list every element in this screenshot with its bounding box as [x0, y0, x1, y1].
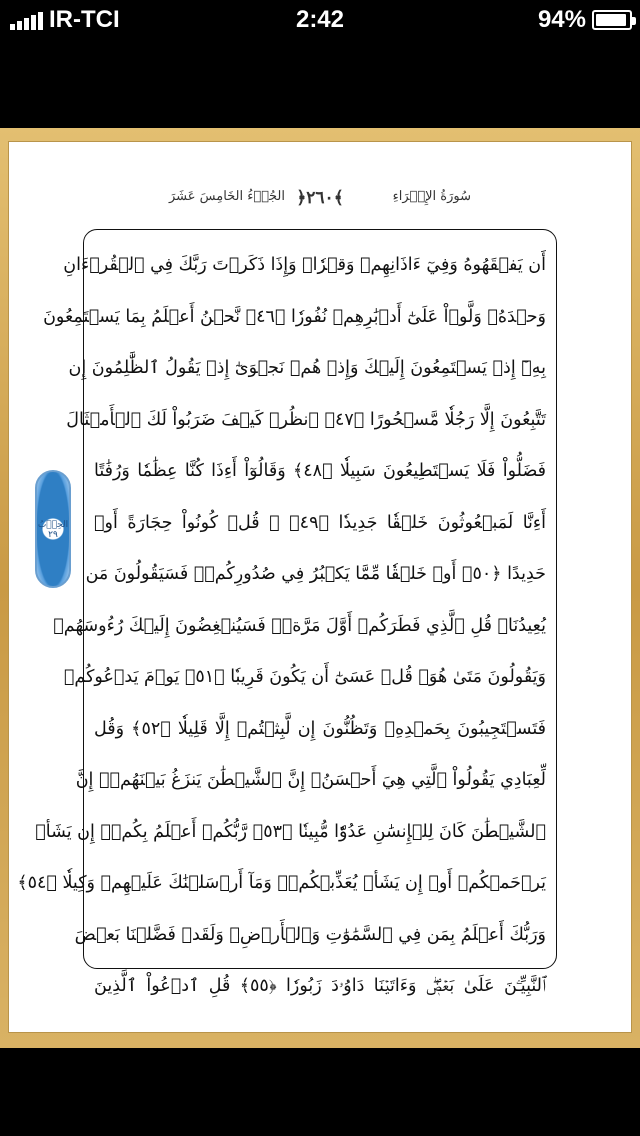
- juz-name: الجُزۡءُ الخَامِسَ عَشَرَ: [169, 189, 285, 204]
- battery-percent: 94%: [537, 6, 586, 33]
- quran-line: حَدِيدًا ﴿٥٠﴾ أَوۡ خَلۡقٗا مِّمَّا يَكۡبُرُ فِي صُدُورِكُمۡۚ فَسَيَقُولُونَ مَن: [85, 564, 546, 584]
- battery-icon: [592, 10, 632, 30]
- quran-line: يُعِيدُنَاۖ قُلِ ٱلَّذِي فَطَرَكُمۡ أَوَّلَ مَرَّةٖۚ فَسَيُنۡغِضُونَ إِلَيۡكَ رُءُوسَهُمۡ: [53, 615, 546, 636]
- quran-line: وَحۡدَهُۥ وَلَّوۡاْ عَلَىٰٓ أَدۡبَٰرِهِمۡ نُفُورٗا ﴿٤٦﴾ نَّحۡنُ أَعۡلَمُ بِمَا يَسۡتَمِعُونَ: [43, 306, 546, 327]
- status-time: 2:42: [295, 6, 345, 33]
- carrier-name: IR-TCI: [49, 6, 120, 33]
- quran-line: يَرۡحَمۡكُمۡ أَوۡ إِن يَشَأۡ يُعَذِّبۡكُمۡۚ وَمَآ أَرۡسَلۡنَٰكَ عَلَيۡهِمۡ وَكِيلٗا ﴿٥٤﴾: [17, 873, 546, 893]
- page-number: ﴿٢٦٠﴾: [296, 188, 344, 208]
- quran-line: أَءِنَّا لَمَبۡعُوثُونَ خَلۡقٗا جَدِيدٗا ﴿٤٩﴾ ۞ قُلۡ كُونُواْ حِجَارَةً أَوۡ: [94, 512, 546, 533]
- battery-fill: [596, 14, 626, 26]
- surah-name: سُورَةُ الإِسۡرَاءِ: [392, 189, 471, 204]
- quran-line: وَرَبُّكَ أَعۡلَمُ بِمَن فِي ٱلسَّمَٰوَٰتِ وَٱلۡأَرۡضِۗ وَلَقَدۡ فَضَّلۡنَا بَعۡضَ: [74, 924, 546, 945]
- quran-line: لِّعِبَادِي يَقُولُواْ ٱلَّتِي هِيَ أَحۡسَنُۚ إِنَّ ٱلشَّيۡطَٰنَ يَنزَغُ بَيۡنَهُمۡۚ إِنَّ: [75, 770, 546, 790]
- status-bar: [0, 0, 640, 40]
- hizb-marker-label: الحِزۡبُ ٢٩: [37, 520, 69, 540]
- quran-line: فَتَسۡتَجِيبُونَ بِحَمۡدِهِۦ وَتَظُنُّونَ إِن لَّبِثۡتُمۡ إِلَّا قَلِيلٗا ﴿٥٢﴾ وَقُل: [94, 718, 546, 739]
- page-frame: [0, 128, 640, 1048]
- quran-line: فَضَلُّواْ فَلَا يَسۡتَطِيعُونَ سَبِيلٗا ﴿٤٨﴾ وَقَالُوٓاْ أَءِذَا كُنَّا عِظَٰمٗا وَرُفَٰتًا: [94, 461, 546, 481]
- page-header: [9, 187, 631, 213]
- quran-line: تَتَّبِعُونَ إِلَّا رَجُلٗا مَّسۡحُورًا ﴿٤٧﴾ ٱنظُرۡ كَيۡفَ ضَرَبُواْ لَكَ ٱلۡأَمۡثَالَ: [66, 409, 546, 430]
- quran-line: ٱلنَّبِيِّـۧنَ عَلَىٰ بَعۡضٖۖ وَءَاتَيۡنَا دَاوُۥدَ زَبُورٗا ﴿٥٥﴾ قُلِ ٱدۡعُواْ ٱلَّذِينَ: [94, 976, 546, 996]
- battery-nub: [632, 17, 636, 25]
- status-right: [538, 0, 632, 40]
- quran-line: بِهِۦٓ إِذۡ يَسۡتَمِعُونَ إِلَيۡكَ وَإِذۡ هُمۡ نَجۡوَىٰٓ إِذۡ يَقُولُ ٱلظَّٰلِمُونَ إِن: [68, 358, 546, 378]
- quran-line: أَن يَفۡقَهُوهُ وَفِيٓ ءَاذَانِهِمۡ وَقۡرٗاۚ وَإِذَا ذَكَرۡتَ رَبَّكَ فِي ٱلۡقُرۡءَانِ: [63, 255, 546, 275]
- quran-line: وَيَقُولُونَ مَتَىٰ هُوَۖ قُلۡ عَسَىٰٓ أَن يَكُونَ قَرِيبٗا ﴿٥١﴾ يَوۡمَ يَدۡعُوكُمۡ: [63, 667, 546, 687]
- bottom-bar: [0, 1048, 640, 1136]
- quran-line: ٱلشَّيۡطَٰنَ كَانَ لِلۡإِنسَٰنِ عَدُوّٗا مُّبِينٗا ﴿٥٣﴾ رَّبُّكُمۡ أَعۡلَمُ بِكُمۡۖ إِن يَشَأۡ: [35, 821, 546, 842]
- quran-page[interactable]: [8, 141, 632, 1033]
- hizb-marker-icon: [35, 470, 71, 588]
